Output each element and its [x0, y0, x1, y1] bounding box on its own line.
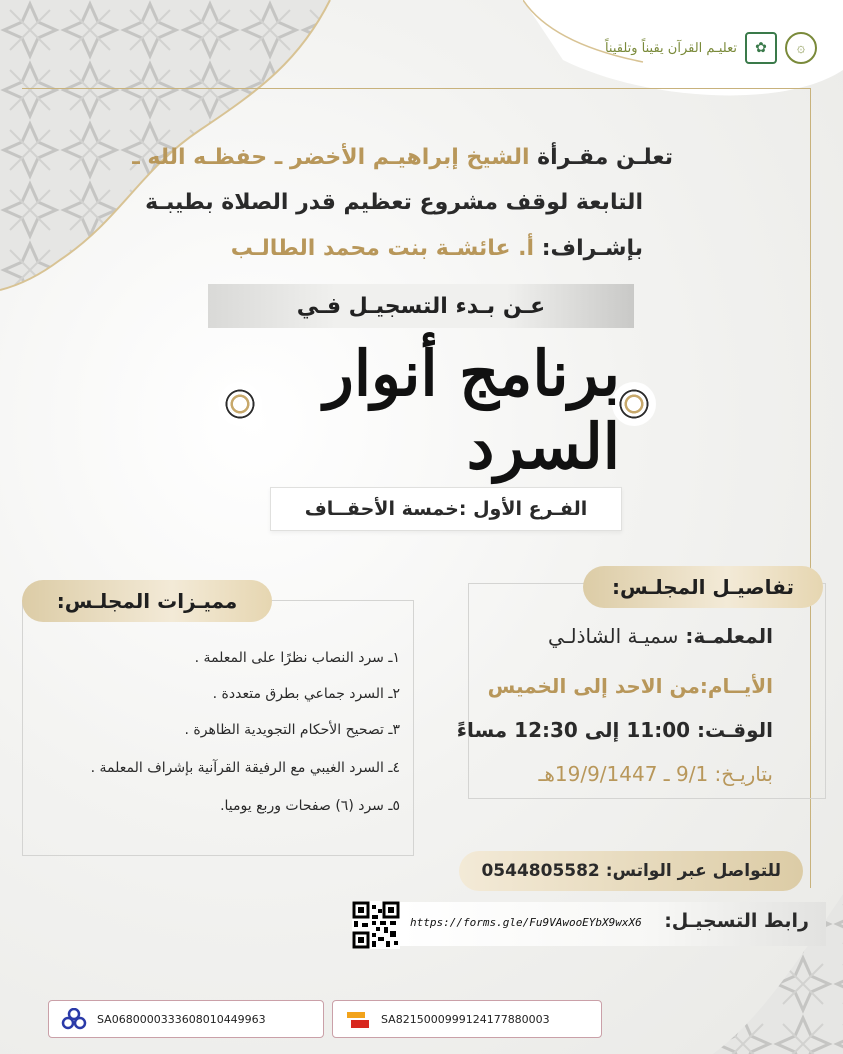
- program-title: برنامج أنوار السرد: [323, 337, 620, 483]
- slogan: تعليـم القرآن يقيناً وتلقيناً: [604, 40, 737, 56]
- details-heading: تفاصيـل المجلـس:: [583, 566, 823, 608]
- feature-item: ٢ـ السرد جماعي بطرق متعددة .: [212, 686, 400, 702]
- header-logos: [605, 28, 817, 68]
- announcement-line-2: التابعة لوقف مشروع تعظيم قدر الصلاة بطيبـة: [145, 190, 643, 215]
- registration-ribbon: عـن بـدء التسجيـل فـي: [208, 284, 634, 328]
- iban-value[interactable]: SA8215000999124177880003: [381, 1012, 550, 1026]
- contact-label: للتواصل عبر الواتس:: [605, 861, 781, 881]
- days-value: من الاحد إلى الخميس: [487, 674, 700, 698]
- announcement-prefix: تعلـن مقـرأة: [529, 145, 673, 170]
- branch-label: الفـرع الأول :خمسة الأحقــاف: [270, 487, 622, 531]
- frame-line: [22, 88, 810, 89]
- supervisor-name: أ. عائشـة بنت محمد الطالـب: [230, 236, 535, 261]
- days-label: الأيــام:: [699, 674, 773, 698]
- albilad-bank-icon: [345, 1008, 371, 1030]
- date-label: بتاريـخ:: [708, 762, 773, 786]
- feature-item: ٣ـ تصحيح الأحكام التجويدية الظاهرة .: [184, 722, 400, 738]
- announcement-line-3: [231, 236, 643, 261]
- teacher-name: سميـة الشاذلـي: [548, 624, 679, 648]
- feature-item: ٤ـ السرد الغيبي مع الرفيقة القرآنية بإشراف المعلمة .: [90, 760, 400, 776]
- bank-account-albilad: [332, 1000, 602, 1038]
- time-label: الوقـت:: [690, 718, 773, 742]
- whatsapp-contact[interactable]: [459, 851, 803, 891]
- sheikh-name: الشيخ إبراهيـم الأخضر ـ حفظـه الله ـ: [132, 145, 530, 170]
- date-value: 9/1 ـ 19/9/1447هـ: [538, 762, 709, 786]
- bank-account-alrajhi: [48, 1000, 324, 1038]
- teacher-row: [548, 624, 773, 648]
- iban-value[interactable]: SA0680000333608010449963: [97, 1012, 266, 1026]
- supervisor-label: بإشـراف:: [534, 236, 643, 261]
- days-row: [488, 674, 773, 698]
- feature-item: ٥ـ سرد (٦) صفحات وربع يوميا.: [220, 798, 400, 814]
- features-heading: مميـزات المجلـس:: [22, 580, 272, 622]
- date-row: [538, 762, 773, 786]
- announcement-line-1: [132, 145, 673, 170]
- registration-label: رابط التسجيـل:: [664, 910, 809, 932]
- time-row: [457, 718, 773, 742]
- mosque-seal-icon: ۞: [785, 32, 817, 64]
- contact-phone[interactable]: 0544805582: [481, 861, 600, 881]
- teacher-label: المعلمـة:: [678, 624, 773, 648]
- registration-url[interactable]: https://forms.gle/Fu9VAwooEYbX9wxX6: [410, 916, 642, 929]
- leaf-logo-icon: ✿: [745, 32, 777, 64]
- qr-code-icon[interactable]: [352, 901, 400, 949]
- time-value: 11:00 إلى 12:30 مساءً: [456, 718, 691, 742]
- feature-item: ١ـ سرد النصاب نظرًا على المعلمة .: [194, 650, 400, 666]
- alrajhi-bank-icon: [61, 1008, 87, 1030]
